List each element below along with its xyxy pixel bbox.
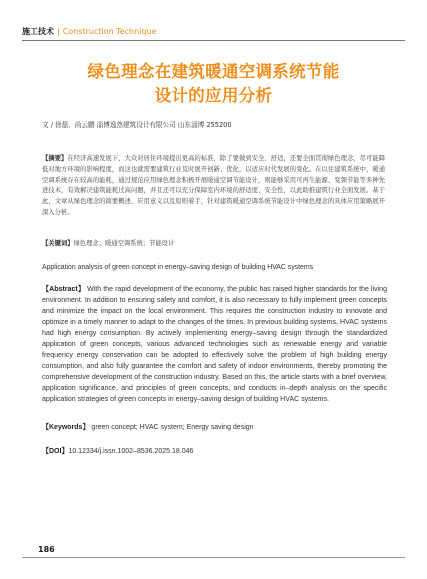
section-label-en: Construction Technique [62, 27, 157, 36]
article-title [20, 60, 407, 108]
title-line-2: 设计的应用分析 [154, 86, 273, 105]
doi-line [42, 446, 193, 456]
title-line-1: 绿色理念在建筑暖通空调系统节能 [87, 62, 340, 81]
abstract-en-label: 【Abstract】 [42, 286, 85, 293]
abstract-en-text: With the rapid development of the economy, the public has raised higher standards for the living environment. In addition to ensuring safety and comfort, it is also necessary to fully implement green concepts and minimize the impact on the local environment. This requires the construction industry to innovate and optimize in a timely manner to adapt to the changes of the times. In previous building systems, HVAC systems had high energy consumption. By actively implementing energy–saving design through the standardized application of green concepts, various advanced technologies such as renewable energy and variable frequency energy conservation can be adopted to effectively solve the problem of high building energy consumption, and also fully guarantee the comfort and safety of indoor environments, thereby promoting the comprehensive development of the construction industry. Based on this, the article starts with a brief overview, application significance, and principles of green concepts, and conducts in–depth analysis on the specific application strategies of green concepts in energy–saving design of building HVAC systems. [42, 286, 387, 404]
header-separator: | [57, 27, 60, 36]
header-rule [22, 40, 405, 41]
keywords-zh-label: 【关键词】 [42, 240, 74, 247]
running-header [22, 26, 156, 37]
abstract-en [42, 284, 387, 406]
abstract-zh-label: 【摘要】 [42, 155, 68, 162]
keywords-en-label: 【Keywords】 [42, 424, 90, 431]
page-number: 186 [38, 545, 55, 554]
doi-value: 10.12334/j.issn.1002–8536.2025.18.046 [68, 448, 194, 455]
section-label-zh: 施工技术 [22, 27, 54, 36]
abstract-zh [42, 154, 385, 219]
keywords-en-text: green concept; HVAC system; Energy saving design [91, 424, 254, 431]
doi-label: 【DOI】 [42, 448, 69, 455]
author-line: 文 / 徐磊、尚云鹏 淄博逸然建筑设计有限公司 山东淄博 255200 [42, 121, 232, 129]
abstract-zh-text: 在经济高速发展下，大众对居住环境提出更高的标准，除了要做到安全、舒适，还要全面贯彻绿色理念，尽可能降低对地方环境的影响程度，而这也就需要建筑行业及时展开创新、优化，以适应时代发展的变化。在以往建筑系统中，暖通空调系统存在较高的能耗，通过规范应用绿色理念积极开展暖通空调节能设计，则能够采用可再生能源、变频节能等多种先进技术，有效解决建筑能耗过高问题，并且还可以充分保障室内环境的舒适度、安全性，以此助推建筑行业全面发展。基于此，文章从绿色理念的简要概述、应用意义以及原则着手，针对建筑暖通空调系统节能设计中绿色理念的具体应用策略展开深入分析。 [42, 155, 386, 216]
keywords-zh-text: 绿色理念；暖通空调系统；节能设计 [73, 240, 175, 247]
keywords-en [42, 422, 254, 432]
keywords-zh [42, 238, 174, 247]
footer-rule [22, 557, 405, 558]
english-title: Application analysis of green concept in energy–saving design of building HVAC systems [42, 264, 314, 271]
